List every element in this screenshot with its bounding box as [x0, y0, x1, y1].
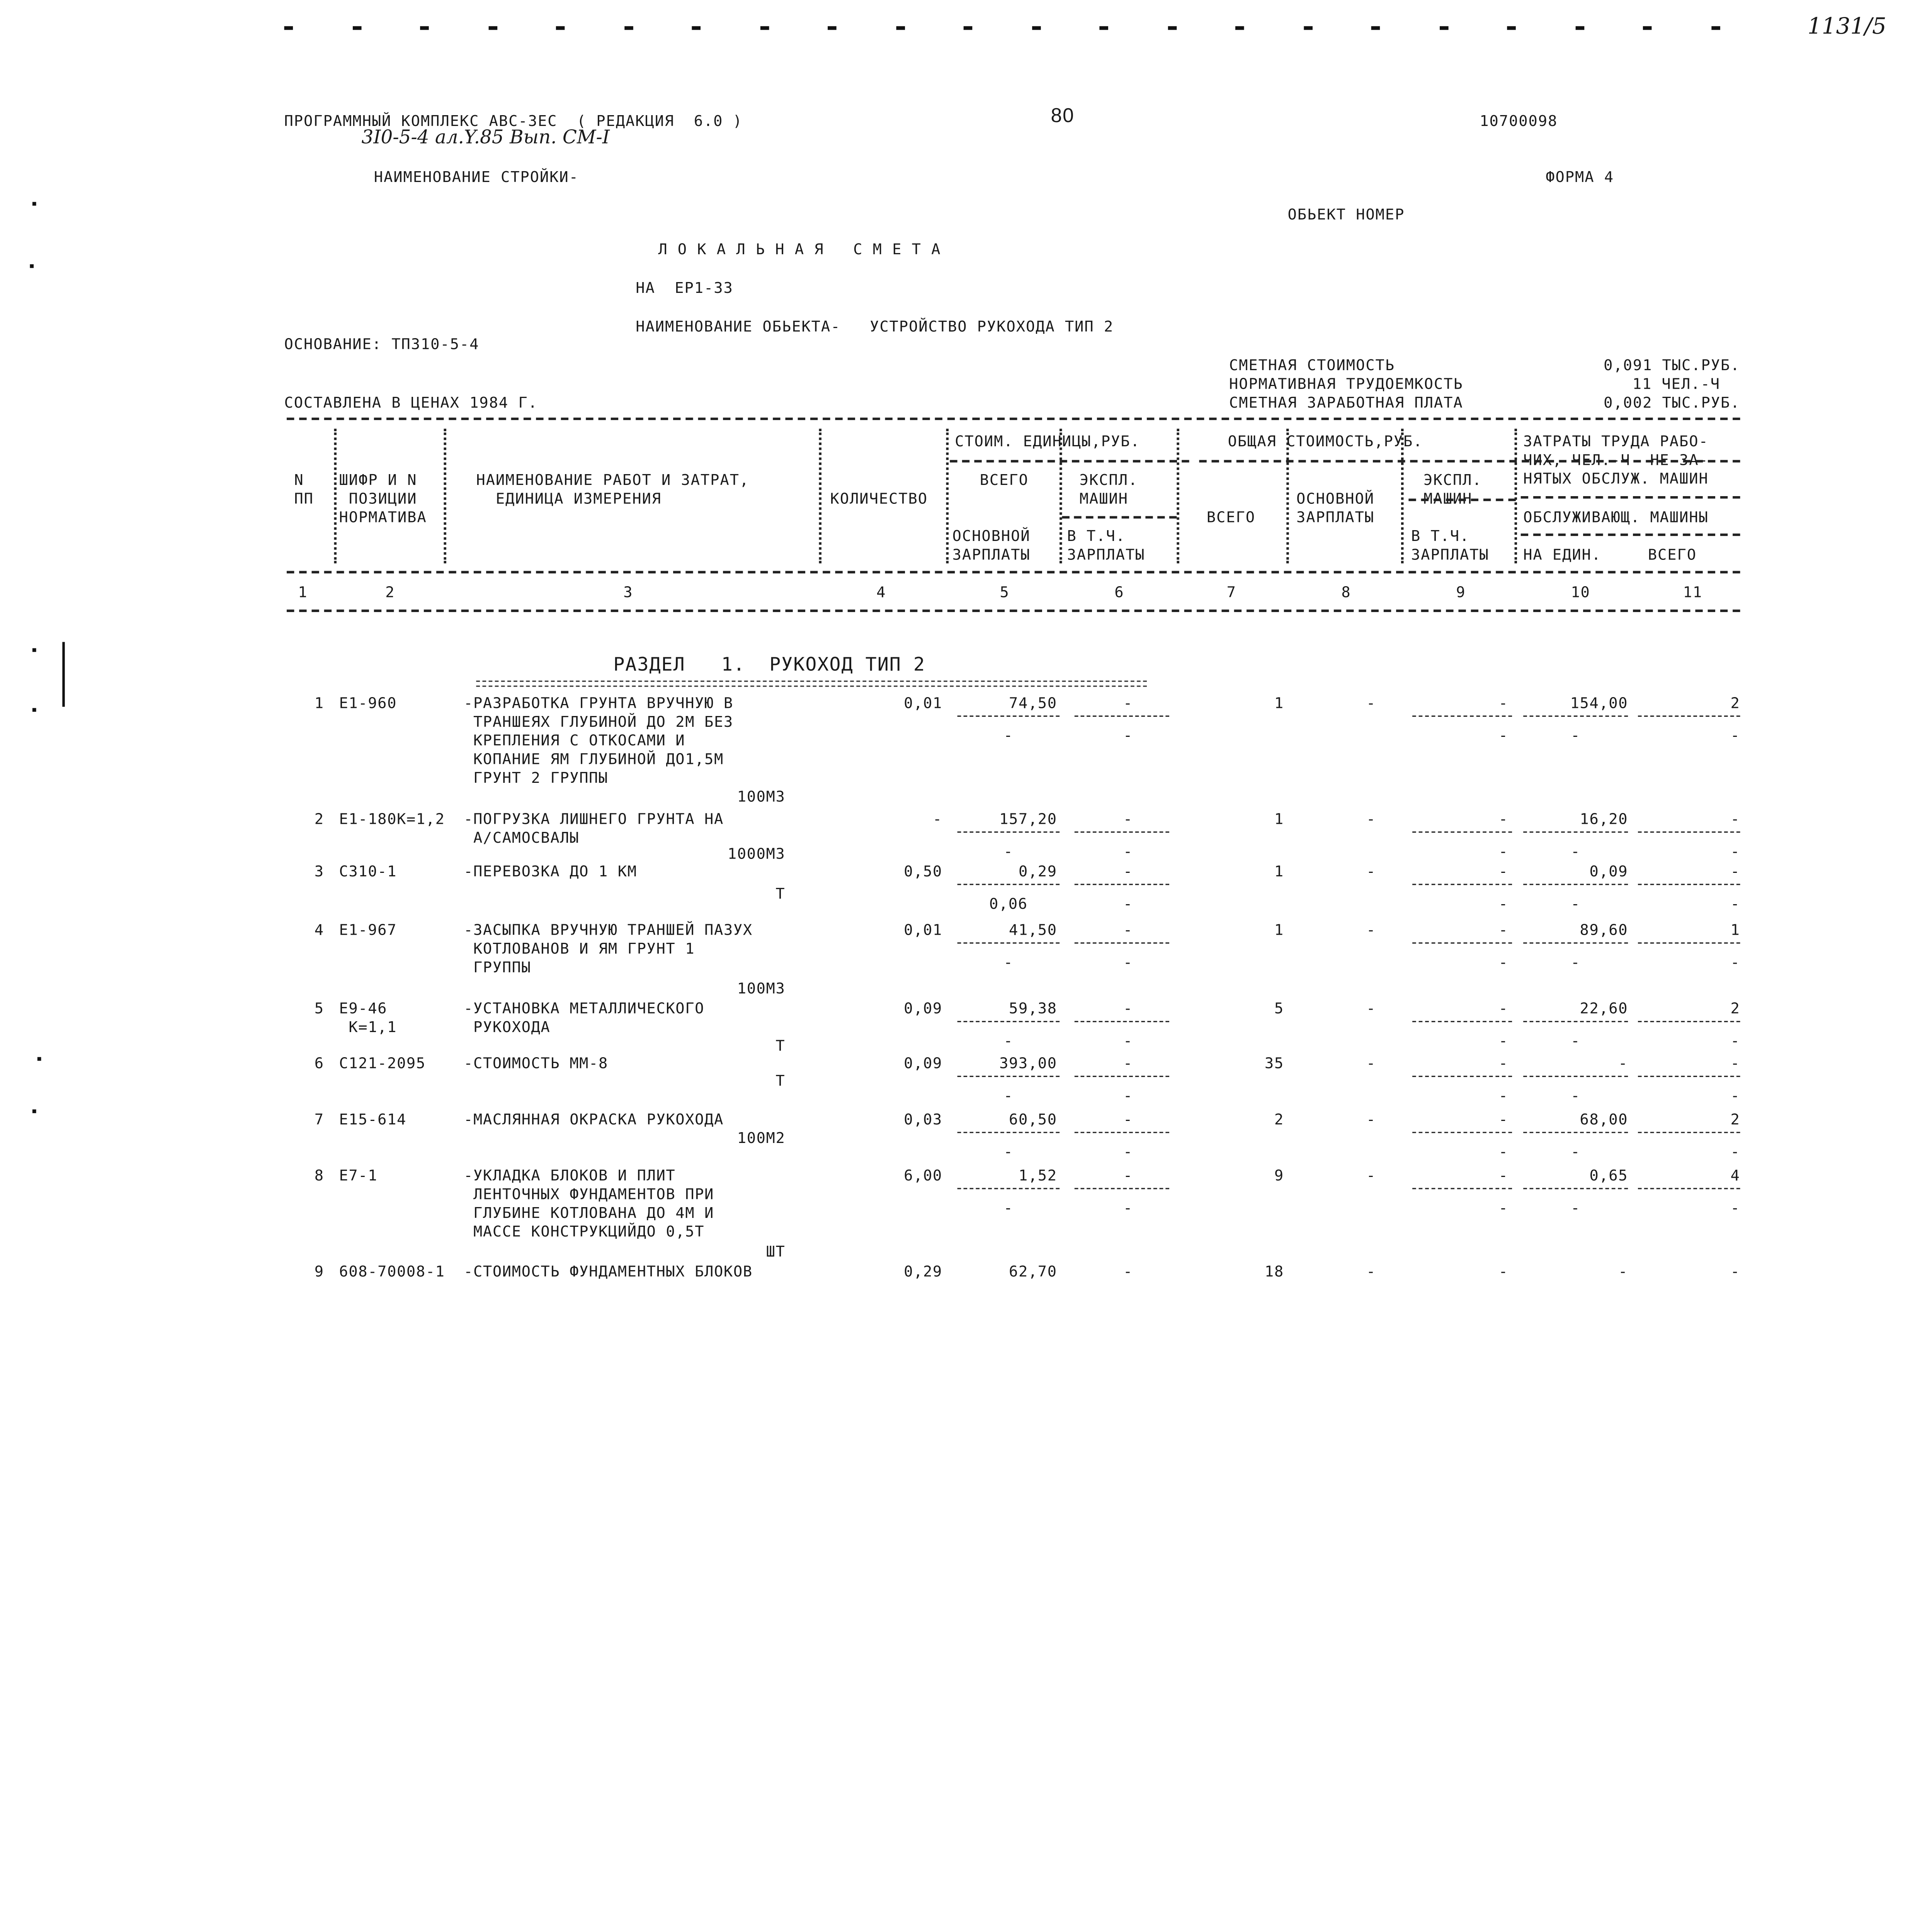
summary-label-1: СМЕТНАЯ СТОИМОСТЬ: [1229, 356, 1395, 374]
row-labor-serv-total: -: [1730, 1199, 1740, 1217]
form-label: ФОРМА 4: [1546, 168, 1614, 186]
row-machine-pay: -: [1123, 953, 1133, 971]
column-separator: [1177, 429, 1179, 563]
row-machine-total: -: [1498, 1111, 1509, 1128]
row-total: 18: [1264, 1262, 1284, 1281]
row-rule: [1075, 884, 1169, 885]
row-quantity: 6,00: [904, 1167, 942, 1184]
row-labor-unit: 22,60: [1580, 1000, 1628, 1017]
row-machine-cost: -: [1123, 1262, 1133, 1281]
row-machine-pay: -: [1123, 895, 1133, 913]
row-code: Е15-614: [339, 1111, 406, 1128]
row-machine-pay-total: -: [1498, 895, 1509, 913]
row-labor-total: 2: [1730, 1111, 1740, 1128]
top-dash: [1167, 26, 1176, 30]
row-rule: [1523, 884, 1628, 885]
row-rule: [1638, 1188, 1740, 1189]
summary-value-3: 0,002 ТЫС.РУБ.: [1604, 394, 1740, 412]
row-rule: [1638, 832, 1740, 833]
row-code: С121-2095: [339, 1054, 426, 1072]
row-rule: [1523, 1076, 1628, 1077]
column-number: 1: [298, 583, 308, 601]
row-machine-total: -: [1498, 1262, 1509, 1281]
row-unit-cost-pay: 0,06: [989, 895, 1028, 913]
top-dash: [352, 26, 361, 30]
top-dash: [1575, 26, 1584, 30]
basis: ОСНОВАНИЕ: ТП310-5-4: [284, 335, 480, 353]
row-code: С310-1: [339, 862, 397, 880]
row-machine-cost: -: [1123, 1167, 1133, 1184]
row-machine-pay-total: -: [1498, 1032, 1509, 1050]
scan-mark: [62, 642, 65, 707]
row-labor-serv-unit: -: [1571, 1032, 1581, 1050]
row-rule: [1412, 1021, 1512, 1022]
row-rule: [1075, 1021, 1169, 1022]
head-total-expl: ЭКСПЛ. МАШИН: [1423, 471, 1482, 507]
column-number: 3: [623, 583, 633, 601]
column-number: 5: [1000, 583, 1010, 601]
top-dash: [420, 26, 429, 30]
row-quantity: 0,01: [904, 921, 942, 939]
row-machine-pay-total: -: [1498, 842, 1509, 860]
row-unit-cost: 157,20: [999, 810, 1057, 828]
row-labor-unit: 154,00: [1570, 694, 1628, 712]
column-number: 6: [1114, 583, 1124, 601]
row-unit: 100М3: [737, 787, 786, 805]
scan-speck: [32, 648, 36, 652]
row-name: -ПЕРЕВОЗКА ДО 1 КМ: [464, 862, 637, 880]
row-number: 1: [314, 694, 324, 712]
row-labor-total: 1: [1730, 921, 1740, 939]
column-number: 8: [1341, 583, 1351, 601]
object-name: НАИМЕНОВАНИЕ ОБЬЕКТА- УСТРОЙСТВО РУКОХОДА ТИП 2: [636, 318, 1114, 335]
row-number: 8: [314, 1167, 324, 1184]
row-code: 608-70008-1: [339, 1262, 445, 1281]
row-labor-serv-unit: -: [1571, 1087, 1581, 1105]
top-dash: [896, 26, 905, 30]
top-dash: [964, 26, 973, 30]
row-name: -УКЛАДКА БЛОКОВ И ПЛИТ ЛЕНТОЧНЫХ ФУНДАМЕНТОВ ПРИ ГЛУБИНЕ КОТЛОВАНА ДО 4М И МАССЕ КОНСТРУКЦИЙДО 0,5Т: [464, 1167, 714, 1240]
rule-labor-1: [1521, 496, 1740, 498]
row-rule: [1075, 1076, 1169, 1077]
row-labor-unit: 0,65: [1589, 1167, 1628, 1184]
scan-speck: [32, 202, 36, 206]
row-labor-serv-total: -: [1730, 953, 1740, 971]
row-machine-pay-total: -: [1498, 1143, 1509, 1161]
row-total: 9: [1274, 1167, 1284, 1184]
section-underline: [476, 680, 1147, 687]
row-unit-cost-pay: -: [1003, 1199, 1014, 1217]
row-rule: [1075, 832, 1169, 833]
summary-value-1: 0,091 ТЫС.РУБ.: [1604, 356, 1740, 374]
column-number: 11: [1683, 583, 1703, 601]
row-machine-pay-total: -: [1498, 1199, 1509, 1217]
row-labor-serv-total: -: [1730, 726, 1740, 744]
row-labor-unit: 68,00: [1580, 1111, 1628, 1128]
doc-code: 10700098: [1480, 112, 1558, 130]
row-machine-pay: -: [1123, 842, 1133, 860]
head-serv-machines: ОБСЛУЖИВАЮЩ. МАШИНЫ: [1523, 509, 1709, 526]
head-n: N ПП: [294, 471, 314, 507]
top-dash: [1371, 26, 1380, 30]
object-number-label: ОБЬЕКТ НОМЕР: [1287, 206, 1405, 223]
row-unit-cost-pay: -: [1003, 1087, 1014, 1105]
head-code: ШИФР И N ПОЗИЦИИ НОРМАТИВА: [339, 471, 427, 526]
row-labor-serv-unit: -: [1571, 726, 1581, 744]
row-machine-total: -: [1498, 1054, 1509, 1072]
top-dash: [692, 26, 701, 30]
row-base-pay: -: [1366, 862, 1376, 880]
scan-speck: [37, 1057, 41, 1061]
row-base-pay: -: [1366, 1262, 1376, 1281]
row-unit: Т: [776, 1037, 786, 1055]
row-base-pay: -: [1366, 1000, 1376, 1017]
row-rule: [1075, 716, 1169, 717]
row-base-pay: -: [1366, 921, 1376, 939]
head-total-all: ВСЕГО: [1206, 509, 1255, 526]
rule-total-expl: [1408, 498, 1515, 501]
row-name: -СТОИМОСТЬ ФУНДАМЕНТНЫХ БЛОКОВ: [464, 1262, 753, 1281]
row-unit: 100М2: [737, 1129, 786, 1147]
head-per-unit: НА ЕДИН.: [1523, 546, 1602, 564]
row-rule: [1638, 1021, 1740, 1022]
row-machine-pay: -: [1123, 1087, 1133, 1105]
row-rule: [1523, 1132, 1628, 1133]
row-quantity: 0,50: [904, 862, 942, 880]
head-unit-expl: ЭКСПЛ. МАШИН: [1079, 471, 1138, 507]
row-machine-total: -: [1498, 1167, 1509, 1184]
row-unit-cost: 60,50: [1009, 1111, 1057, 1128]
row-unit-cost: 74,50: [1009, 694, 1057, 712]
row-labor-total: -: [1730, 1262, 1740, 1281]
section-title: РАЗДЕЛ 1. РУКОХОД ТИП 2: [613, 653, 926, 676]
row-unit-cost: 393,00: [999, 1054, 1057, 1072]
sheet-mark: 1131/5: [1807, 14, 1886, 40]
row-machine-pay: -: [1123, 1199, 1133, 1217]
row-rule: [1638, 884, 1740, 885]
row-machine-total: -: [1498, 810, 1509, 828]
row-unit: 1000М3: [727, 845, 786, 863]
top-dash: [1235, 26, 1244, 30]
row-code: Е1-960: [339, 694, 397, 712]
row-labor-serv-total: -: [1730, 842, 1740, 860]
row-quantity: 0,09: [904, 1054, 942, 1072]
row-name: -ПОГРУЗКА ЛИШНЕГО ГРУНТА НА А/САМОСВАЛЫ: [464, 810, 724, 847]
header-mid-rule: [287, 571, 1740, 573]
row-rule: [1523, 1188, 1628, 1189]
row-unit-cost: 62,70: [1009, 1262, 1057, 1281]
row-rule: [957, 942, 1060, 944]
row-labor-unit: -: [1618, 1262, 1628, 1281]
row-rule: [1638, 716, 1740, 717]
row-name: -ЗАСЫПКА ВРУЧНУЮ ТРАНШЕЙ ПАЗУХ КОТЛОВАНОВ И ЯМ ГРУНТ 1 ГРУППЫ: [464, 921, 753, 976]
row-rule: [1412, 884, 1512, 885]
row-labor-serv-unit: -: [1571, 1143, 1581, 1161]
row-rule: [1523, 832, 1628, 833]
row-code: Е1-180К=1,2: [339, 810, 445, 828]
row-labor-total: -: [1730, 810, 1740, 828]
column-separator: [946, 429, 949, 563]
row-quantity: 0,01: [904, 694, 942, 712]
row-unit: 100М3: [737, 980, 786, 997]
row-total: 35: [1264, 1054, 1284, 1072]
row-unit-cost-pay: -: [1003, 1143, 1014, 1161]
column-separator: [1515, 429, 1517, 563]
row-number: 7: [314, 1111, 324, 1128]
top-dash: [1032, 26, 1041, 30]
row-labor-serv-unit: -: [1571, 1199, 1581, 1217]
row-machine-pay: -: [1123, 1143, 1133, 1161]
row-total: 1: [1274, 810, 1284, 828]
row-machine-total: -: [1498, 1000, 1509, 1017]
row-base-pay: -: [1366, 1167, 1376, 1184]
column-number: 10: [1571, 583, 1590, 601]
top-dash: [828, 26, 837, 30]
head-name: НАИМЕНОВАНИЕ РАБОТ И ЗАТРАТ, ЕДИНИЦА ИЗМЕРЕНИЯ: [476, 471, 750, 507]
handwritten-note: 3I0-5-4 ал.Y.85 Вып. СМ-I: [361, 126, 610, 148]
page-number: 80: [1051, 106, 1075, 128]
top-dash: [1099, 26, 1108, 30]
row-machine-cost: -: [1123, 921, 1133, 939]
top-dash: [556, 26, 565, 30]
row-labor-serv-unit: -: [1571, 895, 1581, 913]
row-rule: [1075, 1188, 1169, 1189]
head-total-cost: ОБЩАЯ СТОИМОСТЬ,РУБ.: [1228, 432, 1423, 450]
row-total: 1: [1274, 862, 1284, 880]
row-number: 5: [314, 1000, 324, 1017]
row-rule: [957, 1188, 1060, 1189]
column-number: 2: [385, 583, 395, 601]
row-labor-serv-unit: -: [1571, 953, 1581, 971]
row-rule: [957, 832, 1060, 833]
row-labor-unit: -: [1618, 1054, 1628, 1072]
price-basis: СОСТАВЛЕНА В ЦЕНАХ 1984 Г.: [284, 394, 538, 412]
scan-speck: [32, 708, 36, 712]
row-labor-serv-total: -: [1730, 895, 1740, 913]
row-rule: [1412, 832, 1512, 833]
row-base-pay: -: [1366, 694, 1376, 712]
row-rule: [1638, 1132, 1740, 1133]
column-separator: [819, 429, 821, 563]
row-unit-cost-pay: -: [1003, 1032, 1014, 1050]
row-unit-cost: 59,38: [1009, 1000, 1057, 1017]
rule-unit-cost: [950, 460, 1189, 462]
row-name: -СТОИМОСТЬ ММ-8: [464, 1054, 608, 1072]
row-name: -РАЗРАБОТКА ГРУНТА ВРУЧНУЮ В ТРАНШЕЯХ ГЛУБИНОЙ ДО 2М БЕЗ КРЕПЛЕНИЯ С ОТКОСАМИ И КОПАНИЕ ЯМ ГЛУБИНОЙ ДО1,5М ГРУНТ 2 ГРУППЫ: [464, 694, 733, 787]
row-total: 1: [1274, 694, 1284, 712]
row-base-pay: -: [1366, 810, 1376, 828]
row-machine-pay-total: -: [1498, 726, 1509, 744]
row-rule: [1412, 942, 1512, 944]
column-separator: [334, 429, 337, 563]
row-labor-serv-total: -: [1730, 1087, 1740, 1105]
row-unit-cost: 0,29: [1018, 862, 1057, 880]
row-labor-serv-unit: -: [1571, 842, 1581, 860]
row-rule: [1412, 716, 1512, 717]
summary-label-2: НОРМАТИВНАЯ ТРУДОЕМКОСТЬ: [1229, 375, 1463, 393]
row-machine-cost: -: [1123, 1054, 1133, 1072]
header-bottom-rule: [287, 610, 1740, 612]
row-rule: [1523, 942, 1628, 944]
row-labor-total: 2: [1730, 1000, 1740, 1017]
rule-unit-expl: [1062, 516, 1177, 519]
row-labor-unit: 89,60: [1580, 921, 1628, 939]
row-rule: [957, 1021, 1060, 1022]
row-quantity: 0,09: [904, 1000, 942, 1017]
scan-speck: [32, 1109, 36, 1113]
row-rule: [1412, 1132, 1512, 1133]
row-rule: [1523, 1021, 1628, 1022]
row-machine-total: -: [1498, 694, 1509, 712]
row-labor-serv-total: -: [1730, 1032, 1740, 1050]
row-labor-serv-total: -: [1730, 1143, 1740, 1161]
row-unit-cost-pay: -: [1003, 953, 1014, 971]
row-machine-pay-total: -: [1498, 1087, 1509, 1105]
row-machine-cost: -: [1123, 1000, 1133, 1017]
row-machine-cost: -: [1123, 862, 1133, 880]
rule-total-cost: [1199, 460, 1740, 462]
estimate-title: Л О К А Л Ь Н А Я С М Е Т А: [658, 240, 941, 258]
row-rule: [957, 884, 1060, 885]
row-name: -МАСЛЯННАЯ ОКРАСКА РУКОХОДА: [464, 1111, 724, 1128]
row-number: 6: [314, 1054, 324, 1072]
row-machine-pay: -: [1123, 1032, 1133, 1050]
row-machine-pay: -: [1123, 726, 1133, 744]
row-rule: [1075, 1132, 1169, 1133]
column-number: 9: [1456, 583, 1466, 601]
head-total-incl-pay: В Т.Ч. ЗАРПЛАТЫ: [1411, 527, 1489, 564]
row-quantity: -: [932, 810, 942, 828]
row-unit: ШТ: [766, 1243, 786, 1260]
row-rule: [957, 1076, 1060, 1077]
head-labor: ЗАТРАТЫ ТРУДА РАБО- ЧИХ, ЧЕЛ.-Ч НЕ ЗА- НЯТЫХ ОБСЛУЖ. МАШИН: [1523, 432, 1709, 488]
row-machine-total: -: [1498, 921, 1509, 939]
program-title: ПРОГРАММНЫЙ КОМПЛЕКС АВС-ЗЕС ( РЕДАКЦИЯ 6.0 ): [284, 112, 743, 130]
row-rule: [1523, 716, 1628, 717]
row-rule: [1638, 942, 1740, 944]
top-dash: [1643, 26, 1652, 30]
row-rule: [1412, 1076, 1512, 1077]
estimate-on: НА ЕР1-33: [636, 279, 733, 297]
row-base-pay: -: [1366, 1054, 1376, 1072]
head-all-2: ВСЕГО: [1648, 546, 1697, 564]
row-number: 2: [314, 810, 324, 828]
head-unit-all: ВСЕГО: [980, 471, 1029, 489]
row-total: 5: [1274, 1000, 1284, 1017]
row-machine-cost: -: [1123, 694, 1133, 712]
top-dash: [488, 26, 497, 30]
header-top-rule: [287, 418, 1740, 420]
row-labor-unit: 0,09: [1589, 862, 1628, 880]
row-quantity: 0,03: [904, 1111, 942, 1128]
row-number: 3: [314, 862, 324, 880]
row-name: -УСТАНОВКА МЕТАЛЛИЧЕСКОГО РУКОХОДА: [464, 1000, 705, 1036]
row-labor-total: 4: [1730, 1167, 1740, 1184]
row-unit-cost-pay: -: [1003, 842, 1014, 860]
rule-labor-2: [1521, 534, 1740, 536]
row-number: 4: [314, 921, 324, 939]
row-labor-unit: 16,20: [1580, 810, 1628, 828]
row-number: 9: [314, 1262, 324, 1281]
row-code: Е9-46 К=1,1: [339, 1000, 397, 1036]
head-unit-base-pay: ОСНОВНОЙ ЗАРПЛАТЫ: [952, 527, 1031, 564]
scan-speck: [30, 264, 34, 268]
head-total-base-pay: ОСНОВНОЙ ЗАРПЛАТЫ: [1296, 490, 1375, 526]
column-separator: [444, 429, 446, 563]
row-code: Е7-1: [339, 1167, 378, 1184]
row-machine-pay-total: -: [1498, 953, 1509, 971]
head-unit-cost: СТОИМ. ЕДИНИЦЫ,РУБ.: [955, 432, 1140, 450]
row-unit-cost: 1,52: [1018, 1167, 1057, 1184]
row-labor-total: -: [1730, 1054, 1740, 1072]
row-total: 1: [1274, 921, 1284, 939]
row-base-pay: -: [1366, 1111, 1376, 1128]
top-dash: [1439, 26, 1448, 30]
construction-name-label: НАИМЕНОВАНИЕ СТРОЙКИ-: [374, 168, 579, 186]
row-code: Е1-967: [339, 921, 397, 939]
top-dash: [1507, 26, 1516, 30]
head-unit-incl-pay: В Т.Ч. ЗАРПЛАТЫ: [1067, 527, 1145, 564]
top-dash: [760, 26, 769, 30]
top-dash: [1711, 26, 1720, 30]
top-dash: [624, 26, 633, 30]
row-rule: [957, 1132, 1060, 1133]
row-labor-total: -: [1730, 862, 1740, 880]
row-rule: [1412, 1188, 1512, 1189]
summary-value-2: 11 ЧЕЛ.-Ч: [1632, 375, 1720, 393]
row-machine-cost: -: [1123, 1111, 1133, 1128]
column-number: 7: [1226, 583, 1236, 601]
head-qty: КОЛИЧЕСТВО: [830, 490, 928, 507]
row-rule: [1638, 1076, 1740, 1077]
row-quantity: 0,29: [904, 1262, 942, 1281]
row-total: 2: [1274, 1111, 1284, 1128]
row-machine-total: -: [1498, 862, 1509, 880]
summary-label-3: СМЕТНАЯ ЗАРАБОТНАЯ ПЛАТА: [1229, 394, 1463, 412]
row-unit-cost: 41,50: [1009, 921, 1057, 939]
row-rule: [957, 716, 1060, 717]
row-unit: Т: [776, 1072, 786, 1090]
top-dash: [1303, 26, 1312, 30]
row-rule: [1075, 942, 1169, 944]
row-unit: Т: [776, 885, 786, 903]
column-number: 4: [876, 583, 886, 601]
row-labor-total: 2: [1730, 694, 1740, 712]
top-dash: [284, 26, 293, 30]
row-unit-cost-pay: -: [1003, 726, 1014, 744]
row-machine-cost: -: [1123, 810, 1133, 828]
